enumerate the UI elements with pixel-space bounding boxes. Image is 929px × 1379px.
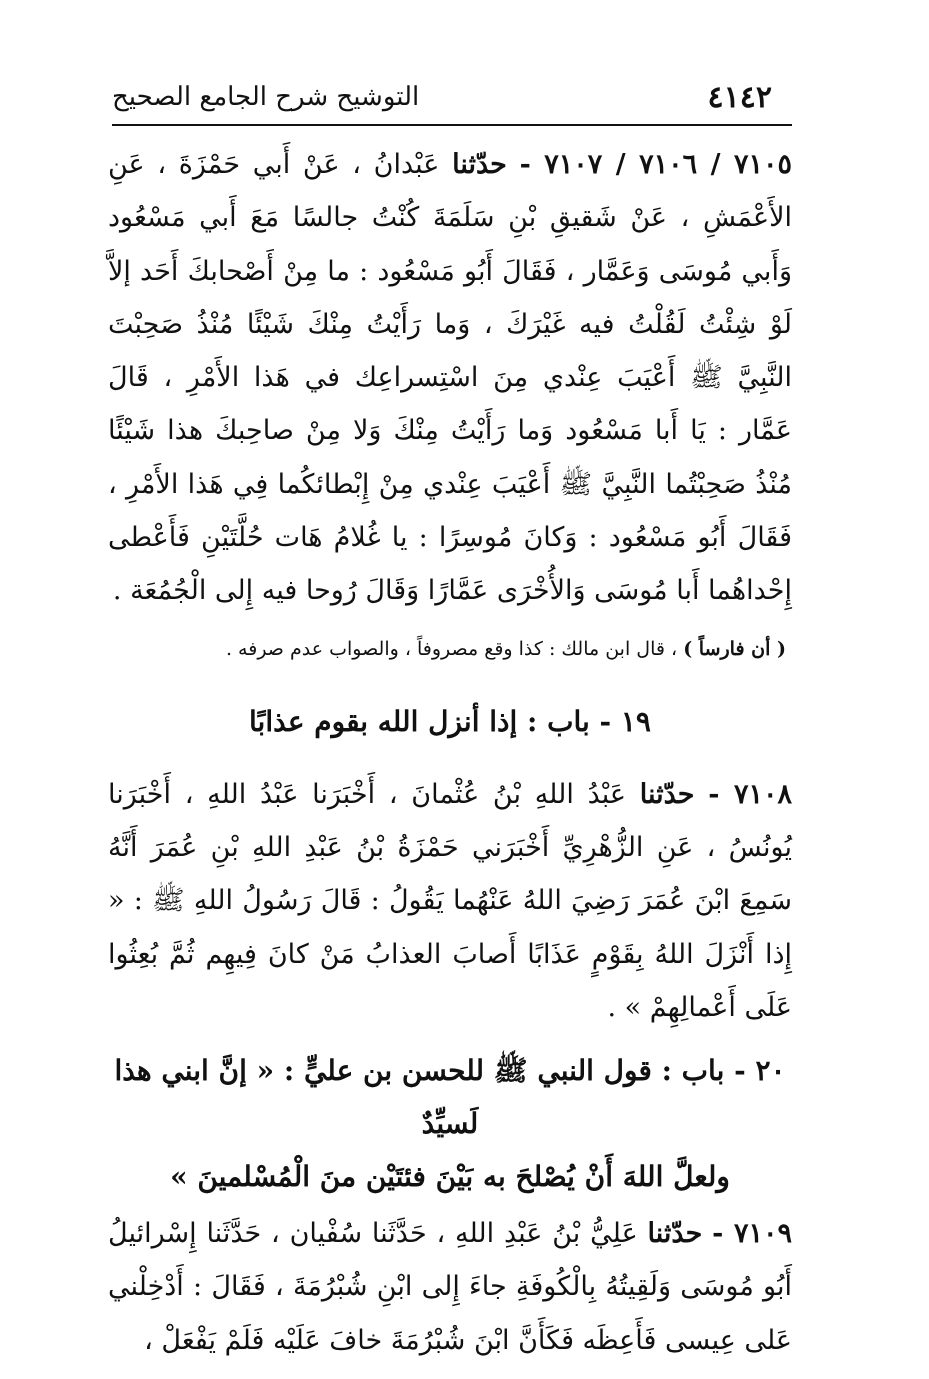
hadith-text: عَلِيُّ بْنُ عَبْدِ اللهِ ، حَدَّثَنا سُفْيان ، حَدَّثَنا إِسْرائيلُ أَبُو مُوسَى وَلَقِيتُهُ بِالْكُوفَةِ جاءَ إِلى ابْنِ شُبْرُمَةَ ، فَقَالَ : أَدْخِلْني عَلى عِيسى فَأَعِظَه فَكَأَنَّ ابْنَ شُبْرُمَةَ خافَ عَلَيْه فَلَمْ يَفْعَلْ ، bbox=[108, 1218, 792, 1356]
page-header bbox=[112, 72, 792, 122]
hadith-7109 bbox=[108, 1207, 792, 1367]
haddathana-label: حدّثنا bbox=[452, 149, 507, 180]
hadith-text: عَبْدُ اللهِ بْنُ عُثْمانَ ، أَخْبَرَنا عَبْدُ اللهِ ، أَخْبَرَنا يُونُسُ ، عَنِ الزُّهْرِيِّ أَخْبَرَني حَمْزَةُ بْنُ عَبْدِ اللهِ بْنِ عُمَرَ أَنَّهُ سَمِعَ ابْنَ عُمَرَ رَضِيَ اللهُ عَنْهُما يَقُولُ : قَالَ رَسُولُ اللهِ ﷺ : « إِذا أَنْزَلَ اللهُ بِقَوْمٍ عَذَابًا أَصابَ العذابُ مَنْ كانَ فِيهِم ثُمَّ بُعِثُوا عَلَى أَعْمالِهِمْ » . bbox=[108, 778, 792, 1023]
page-number: ٤١٤٢ bbox=[707, 80, 772, 115]
chapter-20-heading-line1: ٢٠ - باب : قول النبي ﷺ للحسن بن عليٍّ : « إنَّ ابني هذا لَسيِّدٌ bbox=[114, 1054, 786, 1141]
commentary-note bbox=[108, 632, 792, 667]
chapter-19-heading: ١٩ - باب : إذا أنزل الله بقوم عذابًا bbox=[249, 704, 651, 738]
hadith-text: عَبْدانُ ، عَنْ أَبي حَمْزَةَ ، عَنِ الأَعْمَشِ ، عَنْ شَقيقِ بْنِ سَلَمَةَ كُنْتُ جالسًا مَعَ أَبي مَسْعُود وَأَبي مُوسَى وَعَمَّار ، فَقَالَ أَبُو مَسْعُود : ما مِنْ أَصْحابكَ أَحَد إلاَّ لَوْ شِئْتُ لَقُلْتُ فيه غَيْرَكَ ، وَما رَأَيْتُ مِنْكَ شَيْئًا مُنْذُ صَحِبْتَ النَّبِيَّ ﷺ أَعْيَبَ عِنْدي مِنَ اسْتِسراعِك في هَذا الأَمْرِ ، قَالَ عَمَّار : يَا أَبا مَسْعُود وَما رَأَيْتُ مِنْكَ وَلا مِنْ صاحِبكَ هذا شَيْئًا مُنْذُ صَحِبْتُما النَّبِيَّ ﷺ أَعْيَبَ عِنْدي مِنْ إِبْطائكُما فِي هَذا الأَمْرِ ، فَقَالَ أَبُو مَسْعُود : وَكانَ مُوسِرًا : يا غُلامُ هَات حُلَّتَيْنِ فَأَعْطى إِحْداهُما أَبا مُوسَى وَالأُخْرَى عَمَّارًا وَقَالَ رُوحا فيه إِلى الْجُمُعَة . bbox=[108, 149, 792, 607]
haddathana-label: حدّثنا bbox=[639, 778, 695, 810]
haddathana-label: حدّثنا bbox=[647, 1218, 703, 1250]
note-text: ، قال ابن مالك : كذا وقع مصروفاً ، والصواب عدم صرفه . bbox=[225, 637, 678, 660]
note-lemma: ( أن فارساً ) bbox=[683, 637, 786, 660]
hadith-7105 bbox=[108, 138, 792, 618]
hadith-number: ٧١٠٥ / ٧١٠٦ / ٧١٠٧ - bbox=[519, 149, 792, 180]
page-body bbox=[108, 138, 792, 1367]
hadith-number: ٧١٠٨ - bbox=[708, 778, 793, 810]
chapter-20-heading-line2: ولعلَّ اللهَ أَنْ يُصْلحَ به بَيْنَ فئتَيْن منَ الْمُسْلمينَ » bbox=[170, 1160, 730, 1194]
running-title: التوشيح شرح الجامع الصحيح bbox=[112, 82, 420, 112]
hadith-7108 bbox=[108, 768, 792, 1034]
header-rule bbox=[112, 124, 792, 126]
hadith-number: ٧١٠٩ - bbox=[712, 1218, 792, 1250]
